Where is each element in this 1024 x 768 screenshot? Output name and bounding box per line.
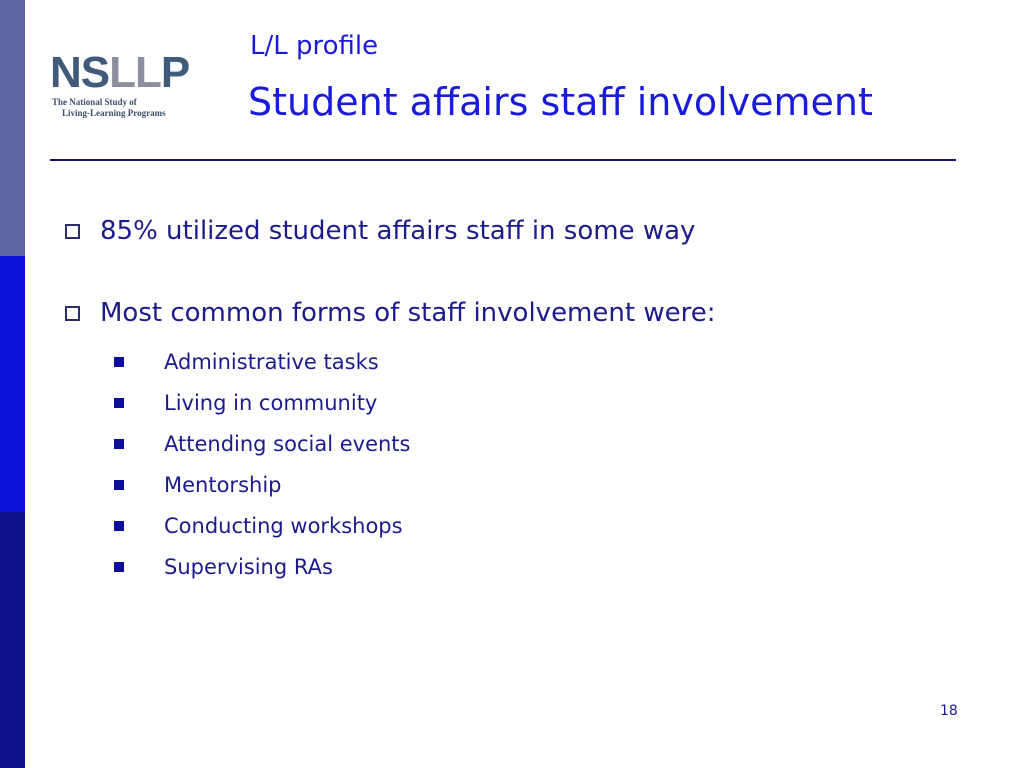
sidebar-segment-bottom	[0, 512, 25, 768]
sidebar-segment-top	[0, 0, 25, 256]
logo-mark-ll: LL	[109, 48, 161, 97]
filled-square-bullet-icon	[114, 562, 124, 572]
sub-bullet-list	[114, 341, 410, 587]
sub-bullet-text: Administrative tasks	[164, 349, 379, 374]
slide-subtitle: L/L profile	[250, 31, 379, 61]
logo-mark-ns: NS	[50, 48, 110, 97]
sub-bullet-text: Supervising RAs	[164, 554, 333, 579]
logo-subtitle	[52, 97, 166, 119]
sub-bullet-text: Living in community	[164, 390, 378, 415]
logo-subtitle-line1: The National Study of	[52, 97, 137, 107]
sub-bullet-text: Conducting workshops	[164, 513, 403, 538]
sidebar-accent-bar	[0, 0, 25, 768]
filled-square-bullet-icon	[114, 439, 124, 449]
sub-bullet-text: Mentorship	[164, 472, 282, 497]
bullet-item	[65, 296, 715, 330]
page-number: 18	[940, 703, 958, 719]
nsllp-logo	[50, 48, 218, 124]
sidebar-segment-middle	[0, 256, 25, 512]
filled-square-bullet-icon	[114, 357, 124, 367]
sub-bullet-item	[114, 505, 410, 546]
sub-bullet-item	[114, 546, 410, 587]
bullet-item	[65, 214, 695, 248]
slide-title: Student affairs staff involvement	[248, 80, 873, 124]
bullet-text: 85% utilized student affairs staff in some way	[100, 216, 696, 246]
logo-subtitle-line2: Living-Learning Programs	[62, 108, 166, 118]
sub-bullet-item	[114, 341, 410, 382]
title-divider	[50, 159, 956, 161]
logo-mark	[50, 50, 189, 96]
logo-mark-p: P	[160, 48, 190, 97]
filled-square-bullet-icon	[114, 480, 124, 490]
bullet-text: Most common forms of staff involvement were:	[100, 298, 716, 328]
sub-bullet-text: Attending social events	[164, 431, 411, 456]
sub-bullet-item	[114, 382, 410, 423]
sub-bullet-item	[114, 464, 410, 505]
filled-square-bullet-icon	[114, 521, 124, 531]
hollow-square-bullet-icon	[65, 224, 80, 239]
hollow-square-bullet-icon	[65, 306, 80, 321]
filled-square-bullet-icon	[114, 398, 124, 408]
sub-bullet-item	[114, 423, 410, 464]
